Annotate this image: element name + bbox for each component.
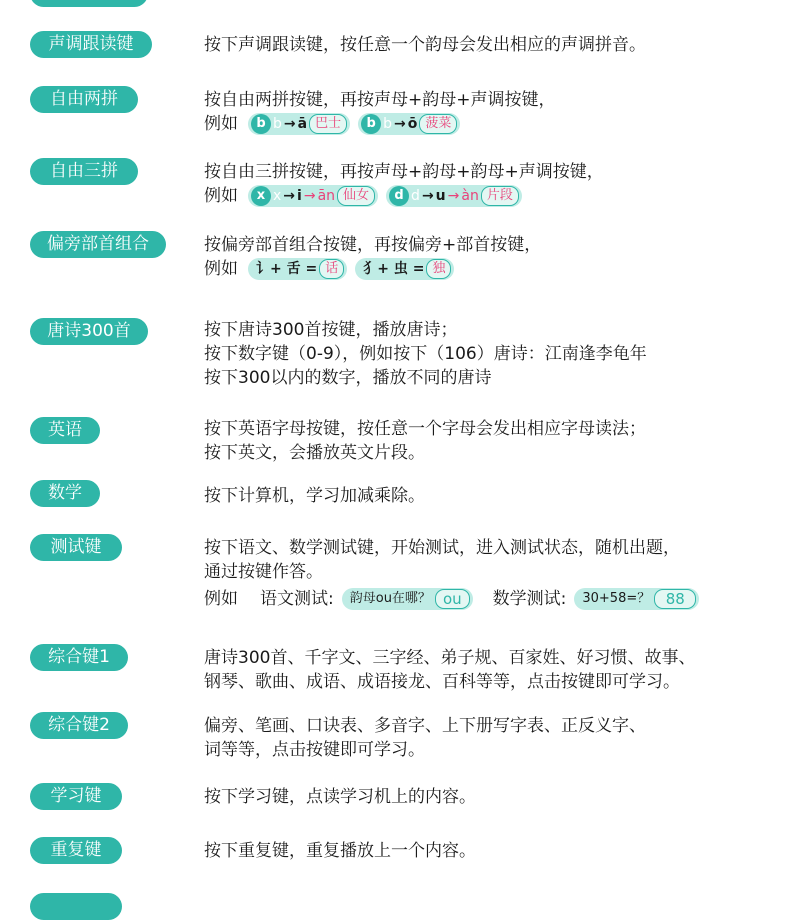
desc-line: 按下声调跟读键，按任意一个韵母会发出相应的声调拼音。 [204,35,646,55]
quiz-row [204,587,784,611]
chinese-test-label: 语文测试: [260,589,334,609]
seq-medial: u [435,188,446,204]
desc-line: 按偏旁部首组合按键，再按偏旁+部首按键， [204,235,542,255]
badge-math[interactable]: 数学 [30,480,100,507]
initial-circle: b [361,114,381,134]
example-row [204,184,784,208]
desc-line: 按下300以内的数字，播放不同的唐诗 [204,368,492,388]
seq-initial: x [273,188,282,204]
desc-line: 按下英文，会播放英文片段。 [204,443,425,463]
desc-line: 词等等，点击按键即可学习。 [204,740,425,760]
example-result: 菠菜 [419,114,457,134]
radical-formula: 讠+ 舌 = [256,261,318,277]
badge-partial-bottom [30,893,122,920]
badge-study-key[interactable]: 学习键 [30,783,122,810]
badge-repeat-key[interactable]: 重复键 [30,837,122,864]
arrow-icon: → [393,116,406,132]
badge-tone-reading[interactable]: 声调跟读键 [30,31,152,58]
chinese-test-question: 韵母ou在哪？ [349,591,431,606]
desc-combo-key-1 [204,646,784,694]
example-row [204,257,784,281]
desc-line: 通过按键作答。 [204,562,323,582]
seq-medial: i [297,188,302,204]
math-test-question: 30+58=？ [582,591,651,606]
chinese-test-pill [342,588,473,610]
desc-three-spell [204,160,784,208]
badge-combo-key-1[interactable]: 综合键1 [30,644,128,671]
desc-line: 钢琴、歌曲、成语、成语接龙、百科等等，点击按键即可学习。 [204,672,680,692]
desc-line: 按下英语字母按键，按任意一个字母会发出相应字母读法； [204,419,646,439]
desc-line: 按下学习键，点读学习机上的内容。 [204,787,476,807]
radical-result: 话 [319,259,344,279]
example-prefix: 例如 [204,186,238,206]
desc-line: 按下语文、数学测试键，开始测试，进入测试状态，随机出题， [204,538,680,558]
example-pill [248,185,378,207]
desc-line: 按下数字键（0-9），例如按下（106）唐诗：江南逢李龟年 [204,344,647,364]
arrow-icon: → [421,188,434,204]
example-result: 片段 [481,186,519,206]
desc-line: 偏旁、笔画、口诀表、多音字、上下册写字表、正反义字、 [204,716,646,736]
seq-final: ā [297,116,308,132]
desc-line: 按自由两拼按键，再按声母+韵母+声调按键， [204,90,556,110]
badge-radical-combo[interactable]: 偏旁部首组合 [30,231,166,258]
math-test-pill [574,588,699,610]
badge-partial-top [30,0,148,7]
desc-line: 按下计算机，学习加减乘除。 [204,486,425,506]
initial-circle: x [251,186,271,206]
radical-pill [355,258,454,280]
example-pill [386,185,522,207]
arrow-icon: → [283,116,296,132]
badge-two-spell[interactable]: 自由两拼 [30,86,138,113]
example-prefix: 例如 [204,259,238,279]
desc-tone-reading [204,33,784,57]
example-prefix: 例如 [204,114,238,134]
seq-final: ān [317,188,336,204]
badge-test-key[interactable]: 测试键 [30,534,122,561]
math-test-label: 数学测试: [492,589,567,609]
desc-test-key [204,536,784,611]
desc-combo-key-2 [204,714,784,762]
seq-final: àn [461,188,479,204]
badge-english[interactable]: 英语 [30,417,100,444]
badge-three-spell[interactable]: 自由三拼 [30,158,138,185]
badge-tang-poems[interactable]: 唐诗300首 [30,318,148,345]
example-pill [248,113,350,135]
radical-result: 独 [426,259,451,279]
math-test-answer: 88 [654,589,696,609]
example-pill [358,113,460,135]
initial-circle: d [389,186,409,206]
arrow-icon: → [447,188,460,204]
desc-repeat-key [204,839,784,863]
initial-circle: b [251,114,271,134]
desc-line: 按自由三拼按键，再按声母+韵母+韵母+声调按键， [204,162,604,182]
arrow-icon: → [283,188,296,204]
desc-math [204,484,784,508]
desc-line: 唐诗300首、千字文、三字经、弟子规、百家姓、好习惯、故事、 [204,648,696,668]
example-result: 巴士 [309,114,347,134]
desc-line: 按下唐诗300首按键，播放唐诗； [204,320,458,340]
seq-initial: d [411,188,420,204]
radical-pill [248,258,347,280]
arrow-icon: → [303,188,316,204]
seq-initial: b [273,116,282,132]
seq-final: ō [407,116,418,132]
seq-initial: b [383,116,392,132]
example-result: 仙女 [337,186,375,206]
desc-line: 按下重复键，重复播放上一个内容。 [204,841,476,861]
desc-radical-combo [204,233,784,281]
example-prefix: 例如 [204,589,238,609]
desc-tang-poems [204,318,784,390]
badge-combo-key-2[interactable]: 综合键2 [30,712,128,739]
desc-two-spell [204,88,784,136]
chinese-test-answer: ou [435,589,470,609]
radical-formula: 犭+ 虫 = [363,261,425,277]
desc-english [204,417,784,465]
example-row [204,112,784,136]
desc-study-key [204,785,784,809]
